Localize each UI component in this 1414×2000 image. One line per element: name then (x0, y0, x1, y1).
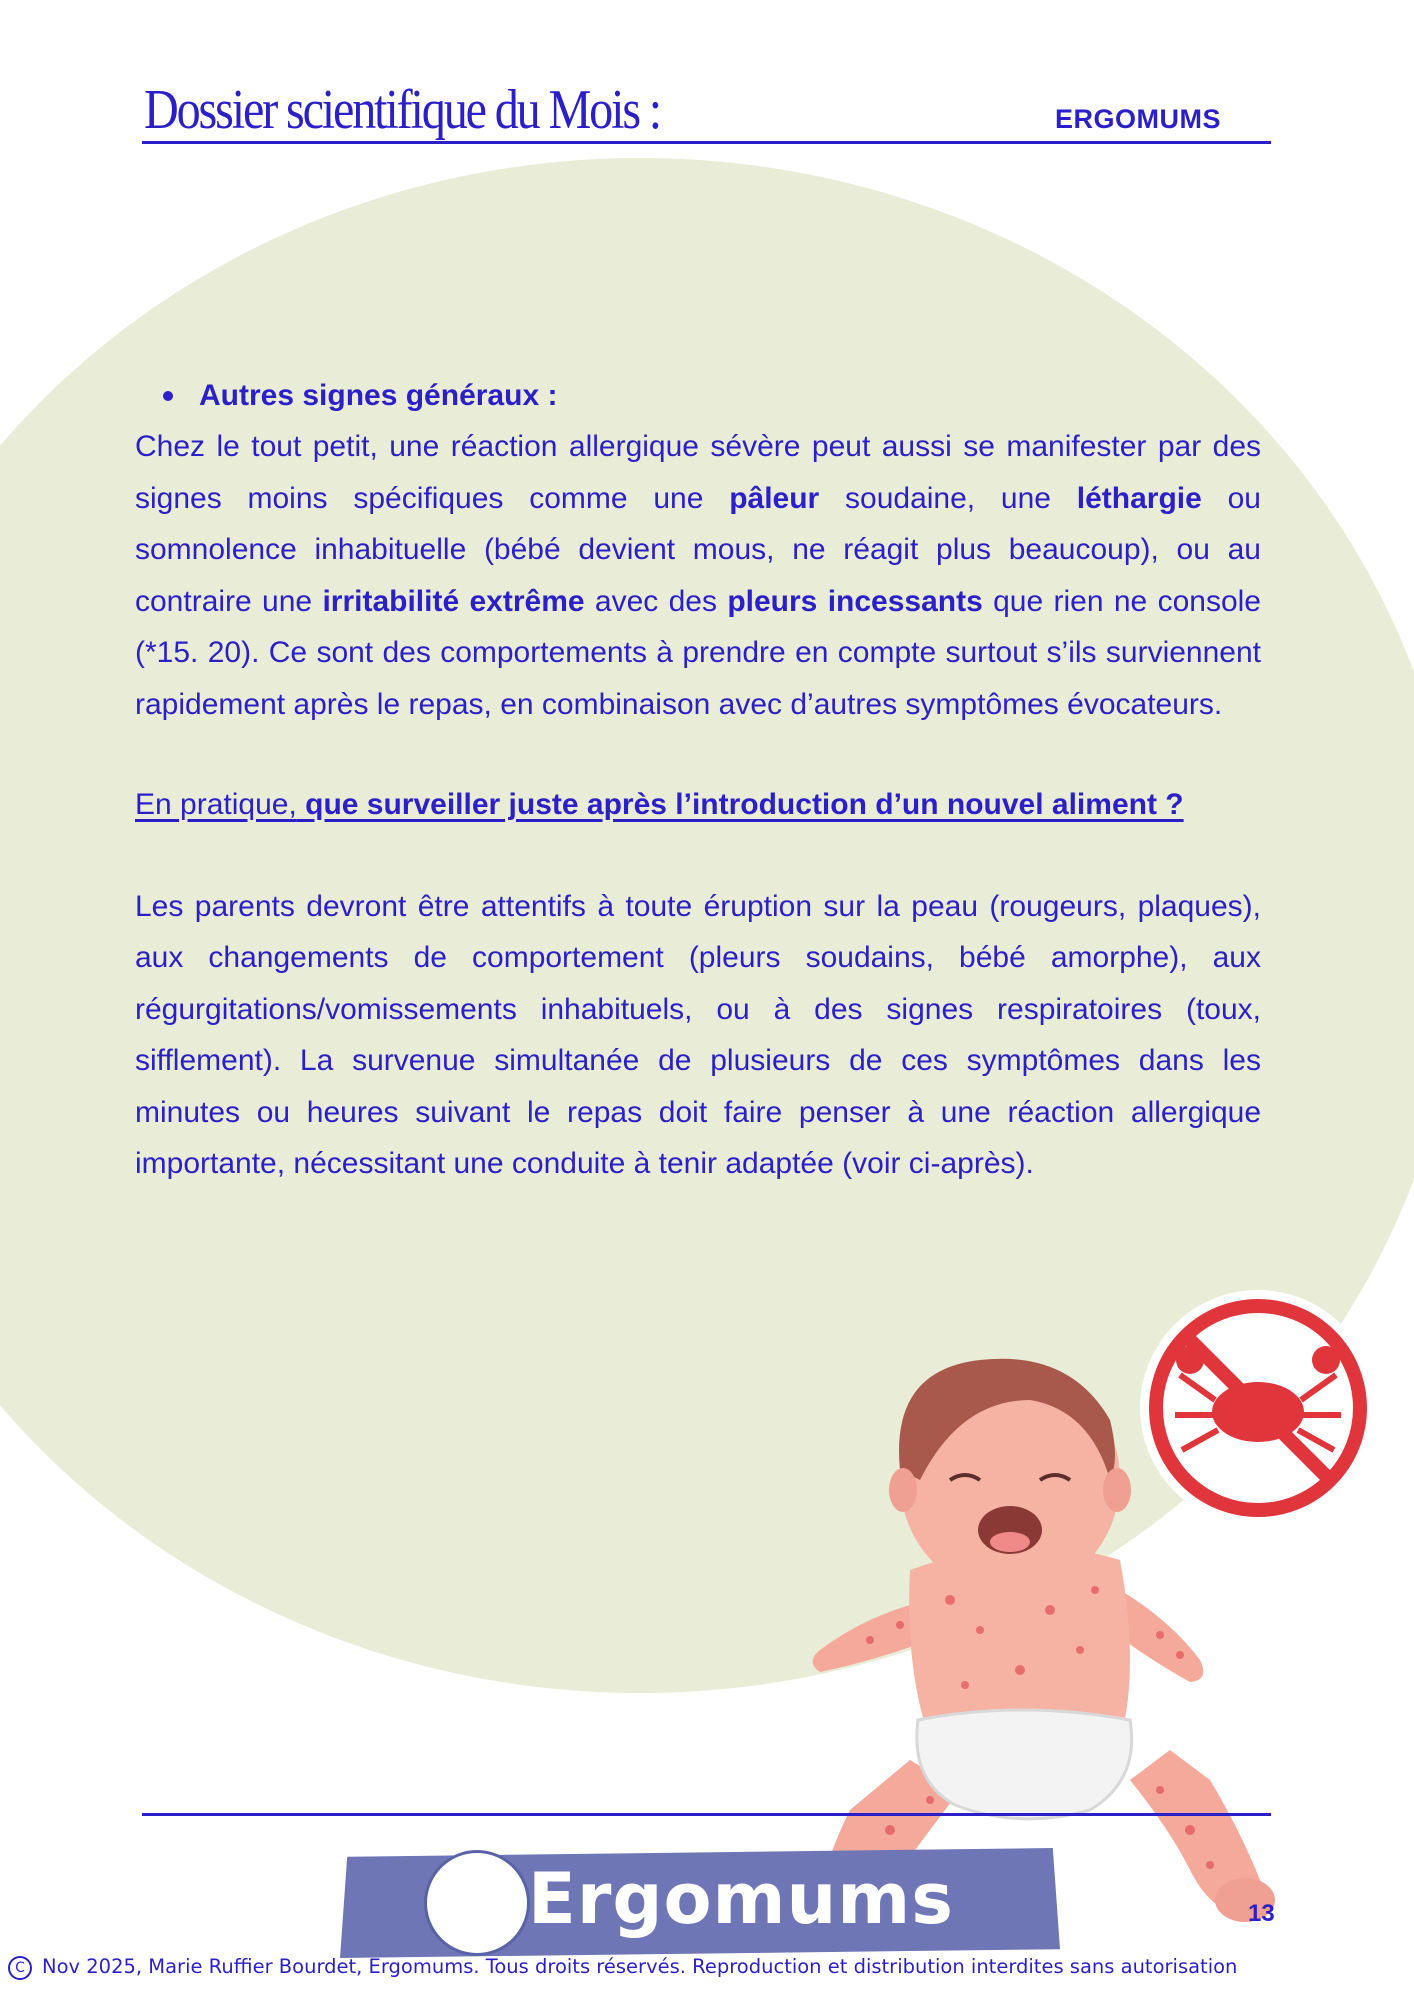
bullet-icon (163, 391, 173, 401)
paragraph-text: que rien ne console (*15. 20). Ce sont des comportements à prendre en compte surtout s’ils surviennent rapidement après le repas, en combinaison avec d’autres symptômes évocateurs. (135, 584, 1261, 721)
footer-brand: Ergomums (528, 1858, 954, 1940)
question-text: que surveiller juste après l’introduction d’un nouvel aliment ? (296, 788, 1184, 821)
main-content (135, 370, 1261, 1190)
bullet-heading (163, 370, 1261, 421)
diaper (917, 1710, 1132, 1819)
copyright-icon: C (8, 1956, 32, 1980)
paragraph-general-signs (135, 421, 1261, 730)
paragraph-monitoring: Les parents devront être attentifs à toute éruption sur la peau (rougeurs, plaques), aux changements de comportement (pleurs soudains, bébé amorphe), aux régurgitations/vomissements inhabituels, ou à des signes respiratoires (toux, sifflement). La survenue simultanée de plusieurs de ces symptômes dans les minutes ou heures suivant le repas doit faire penser à une réaction allergique importante, nécessitant une conduite à tenir adaptée (voir ci-après). (135, 889, 1261, 1180)
page-number: 13 (1248, 1900, 1275, 1927)
footer-divider (142, 1813, 1271, 1816)
question-prefix: En pratique, (135, 788, 297, 821)
emphasis-term: pâleur (729, 481, 820, 515)
emphasis-term: irritabilité extrême (322, 584, 585, 618)
copyright-text: Nov 2025, Marie Ruffier Bourdet, Ergomums. Tous droits réservés. Reproduction et distribution interdites sans autorisation (42, 1955, 1238, 1978)
emphasis-term: léthargie (1076, 481, 1202, 515)
paragraph-text: soudaine, une (819, 481, 1077, 515)
no-crab-icon (1140, 1290, 1376, 1526)
question-heading (135, 779, 1261, 831)
bullet-title: Autres signes généraux : (199, 378, 558, 412)
paragraph-text: Chez le tout petit, une réaction allergique sévère peut aussi se manifester par des signes moins spécifiques comme une (135, 430, 1261, 515)
emphasis-term: pleurs incessants (727, 584, 983, 618)
ergomums-logo (424, 1850, 530, 1956)
paragraph-text: avec des (584, 584, 728, 618)
header-brand: ERGOMUMS (1055, 104, 1221, 134)
page-header-title: Dossier scientifique du Mois : (144, 79, 661, 141)
copyright-notice (8, 1955, 1237, 1980)
header-divider (142, 141, 1271, 144)
paragraph-text: ou somnolence inhabituelle (bébé devient mous, ne réagit plus beaucoup), ou au contraire une (135, 481, 1261, 618)
